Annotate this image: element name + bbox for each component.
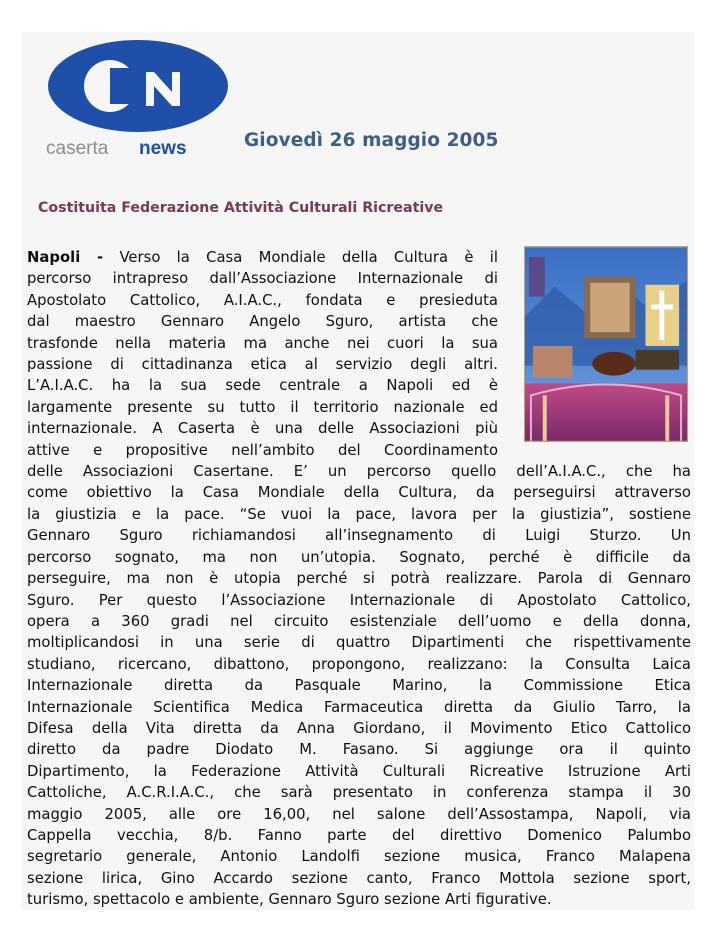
article-line: come obiettivo la Casa Mondiale della Cultura, da perseguirsi attraverso [27, 484, 691, 502]
issue-date: Giovedì 26 maggio 2005 [244, 130, 499, 151]
article-line: moltiplicandosi in una serie di quattro Dipartimenti che rispettivamente [27, 634, 691, 652]
article-line: internazionale. A Caserta è una delle Associazioni più [27, 420, 498, 438]
article-line: Cappella vecchia, 8/b. Fanno parte del direttivo Domenico Palumbo [27, 826, 691, 844]
article-line: perseguire, ma non è utopia perché si potrà realizzare. Parola di Gennaro [27, 570, 691, 588]
article-line: Sguro. Per questo l’Associazione Internazionale di Apostolato Cattolico, [27, 591, 691, 609]
article-line: Internazionale Scientifica Medica Farmaceutica diretta da Giulio Tarro, la [27, 698, 691, 716]
article-line: Gennaro Sguro richiamandosi all’insegnamento di Luigi Sturzo. Un [27, 527, 691, 545]
article-line: passione di cittadinanza etica al servizio degli altri. [27, 356, 498, 374]
article-line: largamente presente su tutto il territorio nazionale ed [27, 398, 498, 416]
article-body [27, 247, 691, 911]
article-line: Dipartimento, la Federazione Attività Culturali Ricreative Istruzione Arti [27, 762, 691, 780]
article-line: percorso sognato, ma non un’utopia. Sognato, perché è difficile da [27, 548, 691, 566]
article-line: Difesa della Vita diretta da Anna Giordano, il Movimento Etico Cattolico [27, 719, 691, 737]
article-line: sezione lirica, Gino Accardo sezione canto, Franco Mottola sezione sport, [27, 869, 691, 887]
article-line: Cattoliche, A.C.R.I.A.C., che sarà presentato in conferenza stampa il 30 [27, 784, 691, 802]
article-line: maggio 2005, alle ore 16,00, nel salone dell’Assostampa, Napoli, via [27, 805, 691, 823]
article-line: delle Associazioni Casertane. E’ un percorso quello dell’A.I.A.C., che ha [27, 463, 691, 481]
casertanews-logo [34, 34, 244, 158]
dateline: Napoli - [27, 249, 104, 266]
article-line: attive e propositive nell’ambito del Coordinamento [27, 441, 498, 459]
article-line: studiano, ricercano, dibattono, propongono, realizzano: la Consulta Laica [27, 655, 691, 673]
article-line: dal maestro Gennaro Angelo Sguro, artista che [27, 313, 498, 331]
article-headline: Costituita Federazione Attività Culturali Ricreative [38, 200, 444, 216]
brand-news: news [139, 138, 187, 158]
article-line: la giustizia e la pace. “Se vuoi la pace, lavora per la giustizia”, sostiene [27, 505, 691, 523]
brand-caserta: caserta [46, 138, 109, 158]
article-line: turismo, spettacolo e ambiente, Gennaro Sguro sezione Arti figurative. [27, 891, 552, 909]
article-line: opera a 360 gradi nel circuito esistenziale dell’uomo e della donna, [27, 612, 691, 630]
article-line: Napoli - Verso la Casa Mondiale della Cultura è il [27, 249, 498, 266]
article-line: diretto da padre Diodato M. Fasano. Si aggiunge ora il quinto [27, 741, 691, 759]
article-line: trasfonde nella materia ma anche nei cuori la sua [27, 334, 498, 352]
article-line: Apostolato Cattolico, A.I.A.C., fondata e presieduta [27, 291, 498, 309]
article-line: L’A.I.A.C. ha la sua sede centrale a Napoli ed è [27, 377, 498, 395]
newspaper-clipping [22, 32, 694, 910]
article-line: Internazionale diretta da Pasquale Marino, la Commissione Etica [27, 677, 691, 695]
article-line: percorso intrapreso dall’Associazione Internazionale di [27, 270, 498, 288]
article-line: segretario generale, Antonio Landolfi sezione musica, Franco Malapena [27, 848, 691, 866]
